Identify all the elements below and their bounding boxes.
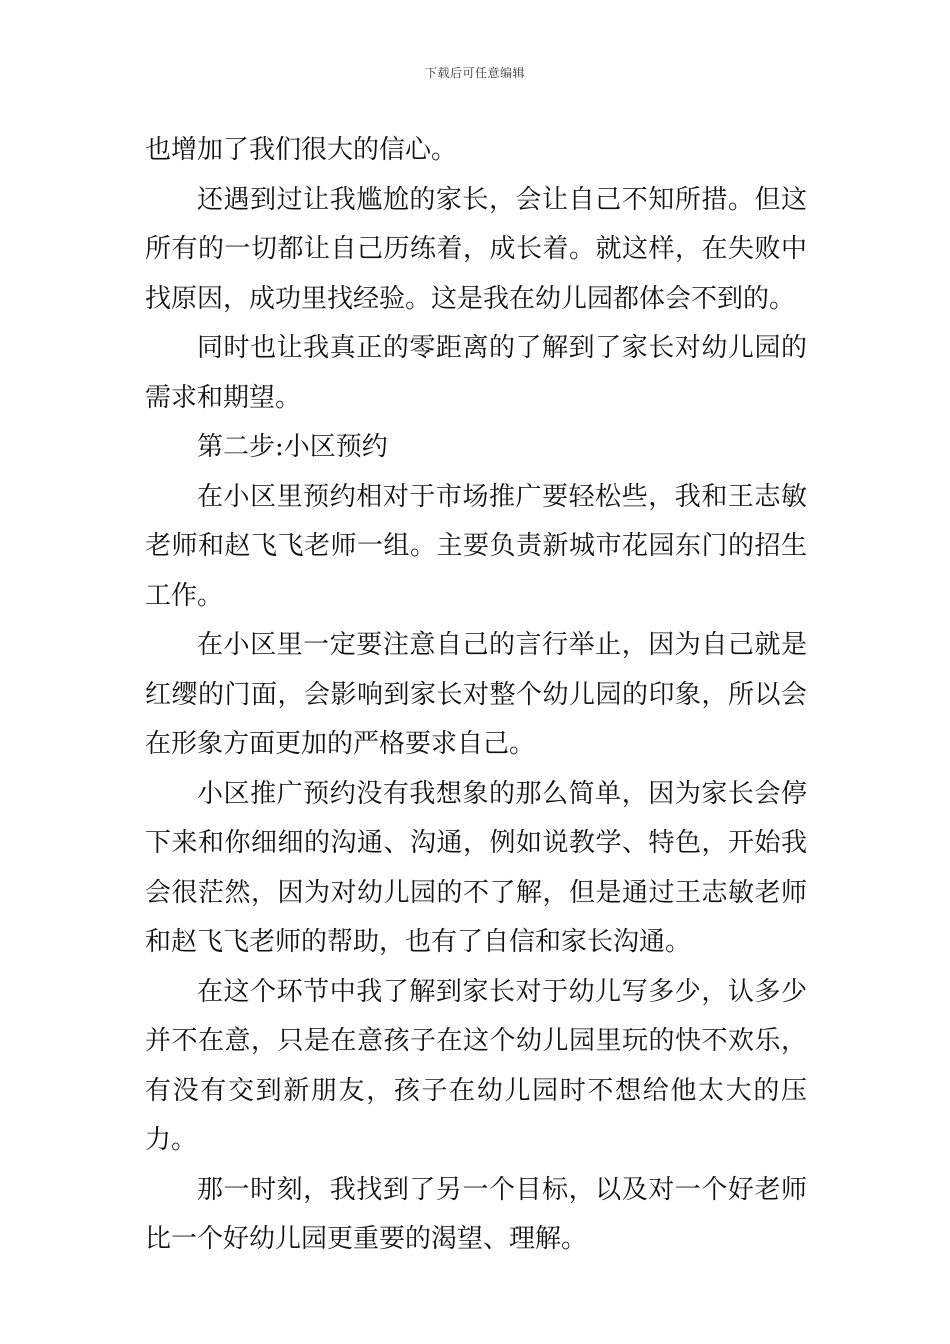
document-body (145, 126, 807, 1265)
paragraph: 在小区里预约相对于市场推广要轻松些，我和王志敏老师和赵飞飞老师一组。主要负责新城市花园东门的招生工作。 (145, 481, 807, 611)
paragraph: 在这个环节中我了解到家长对于幼儿写多少，认多少并不在意，只是在意孩子在这个幼儿园里玩的快不欢乐，有没有交到新朋友，孩子在幼儿园时不想给他太大的压力。 (145, 976, 807, 1155)
page-header: 下载后可任意编辑 (424, 66, 525, 80)
paragraph: 小区推广预约没有我想象的那么简单，因为家长会停下来和你细细的沟通、沟通，例如说教学、特色，开始我会很茫然，因为对幼儿园的不了解，但是通过王志敏老师和赵飞飞老师的帮助，也有了自信和家长沟通。 (145, 778, 807, 957)
paragraph: 还遇到过让我尴尬的家长，会让自己不知所措。但这所有的一切都让自己历练着，成长着。就这样，在失败中找原因，成功里找经验。这是我在幼儿园都体会不到的。 (145, 184, 807, 314)
paragraph: 同时也让我真正的零距离的了解到了家长对幼儿园的需求和期望。 (145, 333, 807, 413)
paragraph: 在小区里一定要注意自己的言行举止，因为自己就是红缨的门面，会影响到家长对整个幼儿园的印象，所以会在形象方面更加的严格要求自己。 (145, 630, 807, 759)
paragraph: 也增加了我们很大的信心。 (145, 135, 458, 165)
section-heading: 第二步:小区预约 (197, 432, 388, 462)
paragraph: 那一时刻，我找到了另一个目标，以及对一个好老师比一个好幼儿园更重要的渴望、理解。 (145, 1174, 807, 1254)
